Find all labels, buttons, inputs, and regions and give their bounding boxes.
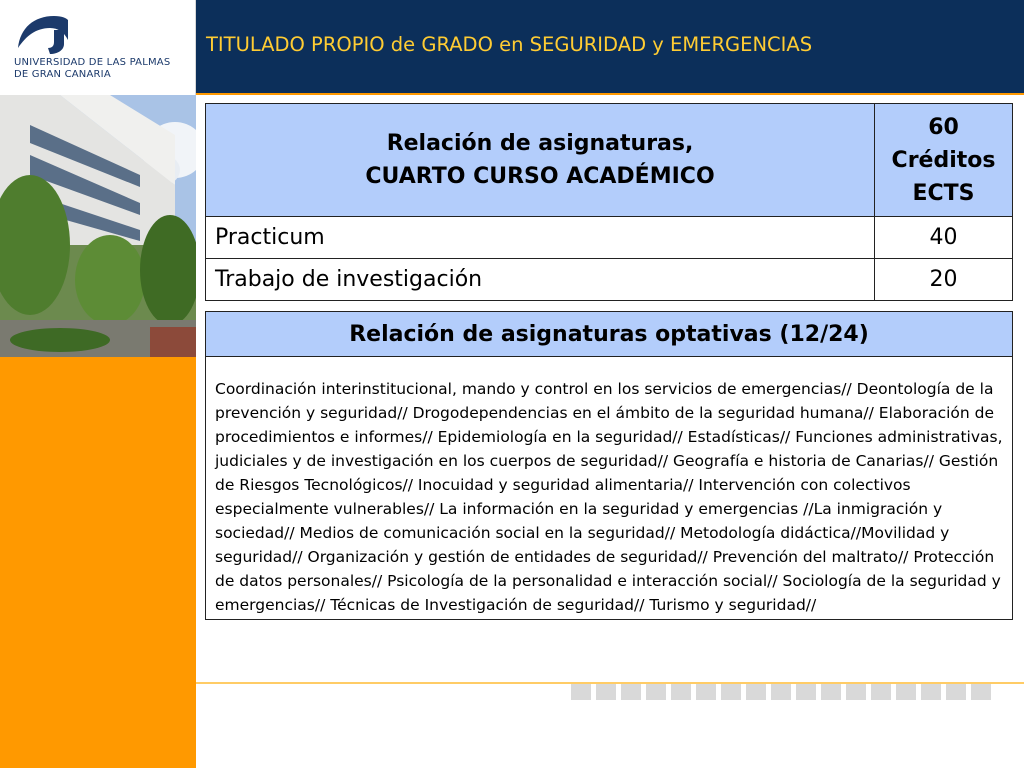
credits-number: 60 <box>928 114 959 140</box>
courses-header-title <box>206 104 875 217</box>
logo-text-line2: DE GRAN CANARIA <box>14 69 111 80</box>
course-credits: 40 <box>875 217 1013 259</box>
page-title: TITULADO PROPIO de GRADO en SEGURIDAD y EMERGENCIAS <box>206 33 813 56</box>
header-bar <box>196 0 1024 93</box>
course-name: Practicum <box>206 217 875 259</box>
credits-label: Créditos <box>891 147 996 173</box>
footer-decoration <box>571 684 1001 700</box>
building-photo <box>0 95 196 357</box>
electives-list-text: Coordinación interinstitucional, mando y control en los servicios de emergencias// Deontología de la prevención y seguridad// Drogodependencias en el ámbito de la seguridad humana// Elaboración de procedimientos e informes// Epidemiología en la seguridad// Estadísticas// Funciones administrativas, judiciales y de investigación en los cuerpos de seguridad// Geografía e historia de Canarias// Gestión de Riesgos Tecnológicos// Inocuidad y seguridad alimentaria// Intervención con colectivos especialmente vulnerables// La información en la seguridad y emergencias //La inmigración y sociedad// Medios de comunicación social en la seguridad// Metodología didáctica//Movilidad y seguridad// Organización y gestión de entidades de seguridad// Prevención del maltrato// Protección de datos personales// Psicología de la personalidad e interacción social// Sociología de la seguridad y emergencias// Técnicas de Investigación de seguridad// Turismo y seguridad// <box>206 357 1013 620</box>
courses-table-header-row <box>206 104 1013 217</box>
university-logo <box>0 0 196 95</box>
header-divider <box>196 93 1024 95</box>
course-name: Trabajo de investigación <box>206 259 875 301</box>
university-logo-icon <box>14 10 70 56</box>
courses-header-line1: Relación de asignaturas, <box>386 131 694 156</box>
credits-unit: ECTS <box>912 180 975 206</box>
electives-header-row <box>206 312 1013 357</box>
electives-body-row <box>206 357 1013 620</box>
courses-header-line2: CUARTO CURSO ACADÉMICO <box>365 164 715 189</box>
table-row <box>206 259 1013 301</box>
courses-table <box>205 103 1013 301</box>
electives-table <box>205 311 1013 620</box>
courses-header-credits <box>875 104 1013 217</box>
course-credits: 20 <box>875 259 1013 301</box>
sidebar-orange-panel <box>0 357 196 768</box>
electives-header: Relación de asignaturas optativas (12/24) <box>206 312 1013 357</box>
logo-text-line1: UNIVERSIDAD DE LAS PALMAS <box>14 57 171 68</box>
table-row <box>206 217 1013 259</box>
